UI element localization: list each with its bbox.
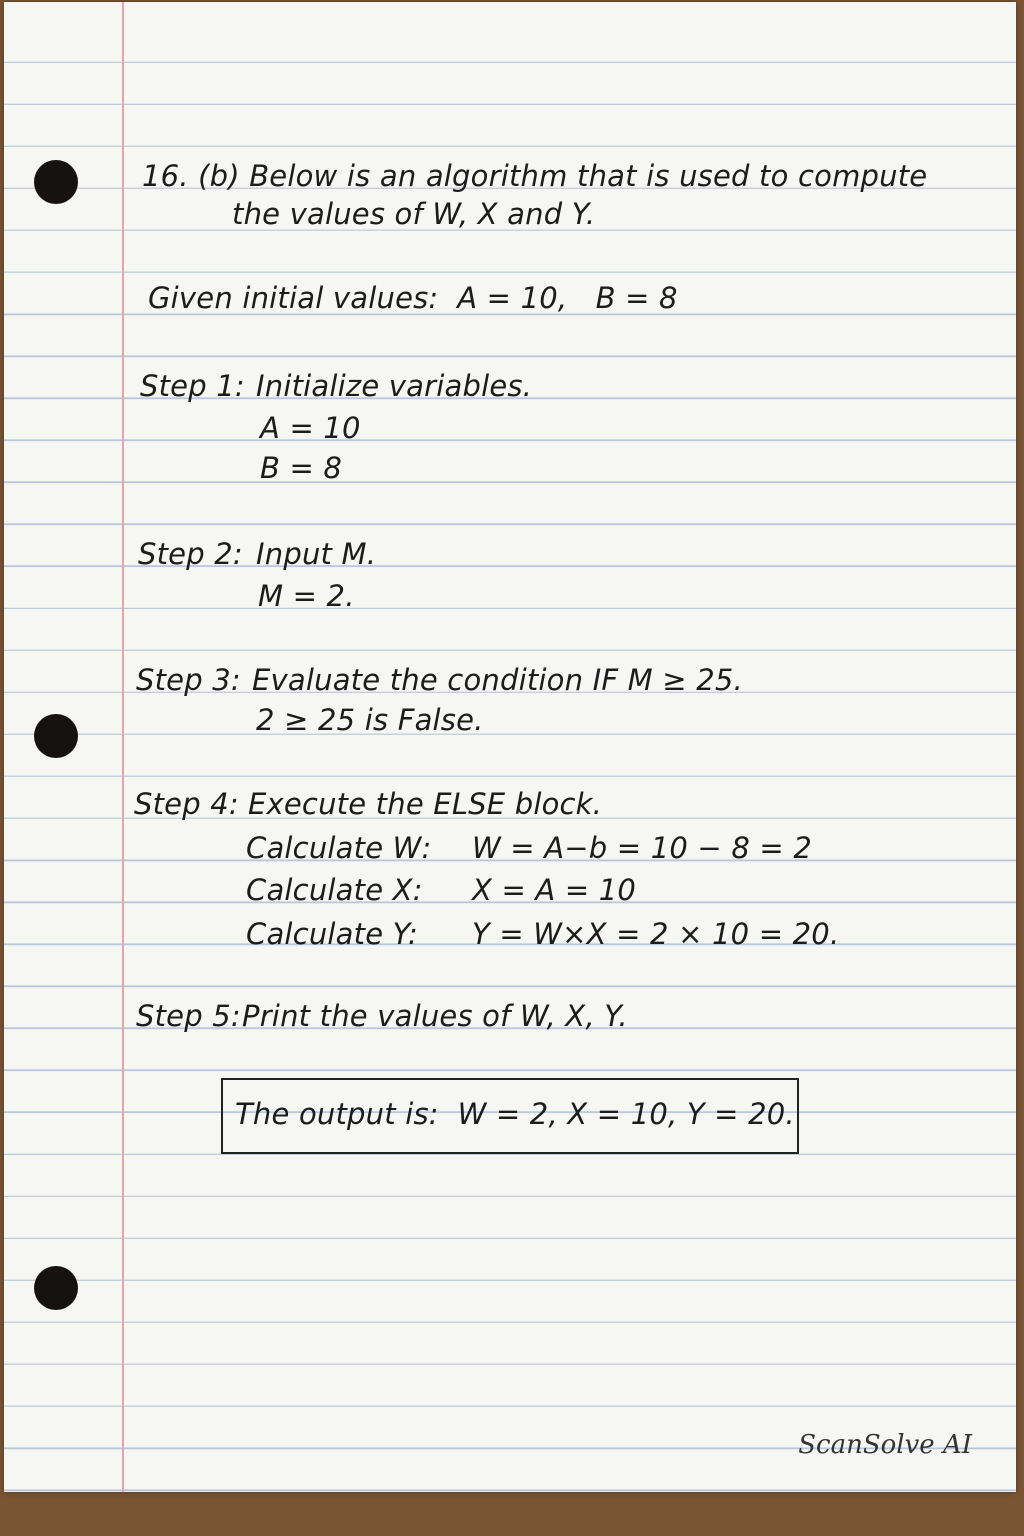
problem-line-1: 16. (b) Below is an algorithm that is used to compute	[142, 159, 928, 193]
punch-hole-bottom	[34, 1266, 78, 1310]
step3-label: Step 3:	[136, 663, 241, 697]
step2-line-m: M = 2.	[258, 579, 355, 613]
step5-label: Step 5:	[136, 999, 241, 1033]
step1-line-a: A = 10	[260, 411, 361, 445]
punch-hole-middle	[34, 714, 78, 758]
step1-text: Initialize variables.	[256, 369, 533, 403]
calc-x-label: Calculate X:	[246, 873, 423, 907]
calc-y-expr: Y = W×X = 2 × 10 = 20.	[472, 917, 840, 951]
step2-text: Input M.	[256, 537, 377, 571]
calc-x-expr: X = A = 10	[472, 873, 637, 907]
step1-label: Step 1:	[140, 369, 245, 403]
notebook-paper	[4, 2, 1016, 1492]
step4-label: Step 4:	[134, 787, 239, 821]
output-box	[221, 1078, 799, 1154]
problem-line-2: the values of W, X and Y.	[232, 197, 596, 231]
step3-text: Evaluate the condition IF M ≥ 25.	[252, 663, 743, 697]
calc-w-expr: W = A−b = 10 − 8 = 2	[472, 831, 812, 865]
punch-hole-top	[34, 160, 78, 204]
step1-line-b: B = 8	[260, 451, 343, 485]
given-values: Given initial values: A = 10, B = 8	[148, 281, 678, 315]
step5-text: Print the values of W, X, Y.	[242, 999, 628, 1033]
calc-y-label: Calculate Y:	[246, 917, 419, 951]
brand-watermark: ScanSolve AI	[798, 1430, 972, 1460]
step4-text: Execute the ELSE block.	[248, 787, 603, 821]
output-text: The output is: W = 2, X = 10, Y = 20.	[235, 1097, 795, 1131]
step2-label: Step 2:	[138, 537, 243, 571]
calc-w-label: Calculate W:	[246, 831, 432, 865]
step3-result: 2 ≥ 25 is False.	[256, 703, 484, 737]
margin-line	[122, 2, 124, 1492]
